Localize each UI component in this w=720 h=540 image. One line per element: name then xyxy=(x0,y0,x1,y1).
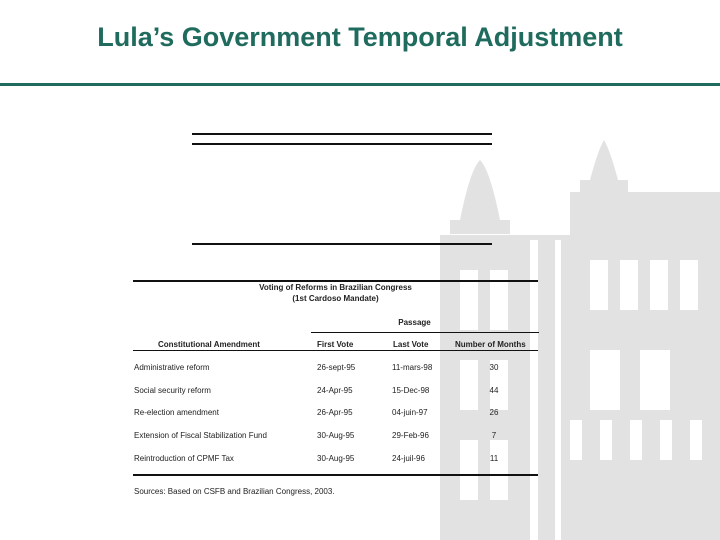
table-cell-months: 26 xyxy=(489,408,499,417)
column-header-underline xyxy=(133,350,538,351)
table-heading-line1: Voting of Reforms in Brazilian Congress xyxy=(259,283,412,292)
column-header-months: Number of Months xyxy=(455,340,526,349)
table-cell-last-vote: 24-juil-96 xyxy=(392,454,425,463)
table-cell-amendment: Reintroduction of CPMF Tax xyxy=(134,454,234,463)
table-cell-last-vote: 15-Dec-98 xyxy=(392,386,430,395)
column-header-first-vote: First Vote xyxy=(317,340,354,349)
table-cell-amendment: Administrative reform xyxy=(134,363,210,372)
header-line-1 xyxy=(192,133,492,135)
table-cell-amendment: Extension of Fiscal Stabilization Fund xyxy=(134,431,267,440)
table-cell-amendment: Social security reform xyxy=(134,386,211,395)
table-cell-first-vote: 24-Apr-95 xyxy=(317,386,353,395)
building-watermark-image xyxy=(420,70,720,540)
passage-group-header: Passage xyxy=(398,318,431,327)
table-cell-amendment: Re-election amendment xyxy=(134,408,219,417)
table-cell-last-vote: 29-Feb-96 xyxy=(392,431,429,440)
table-cell-first-vote: 30-Aug-95 xyxy=(317,454,355,463)
table-heading xyxy=(133,282,538,304)
column-header-last-vote: Last Vote xyxy=(393,340,429,349)
table-cell-first-vote: 30-Aug-95 xyxy=(317,431,355,440)
column-header-amendment: Constitutional Amendment xyxy=(158,340,260,349)
passage-underline xyxy=(311,332,539,333)
table-bottom-rule xyxy=(133,474,538,476)
table-cell-months: 7 xyxy=(491,431,497,440)
slide-title: Lula’s Government Temporal Adjustment xyxy=(97,22,623,52)
table-cell-first-vote: 26-sept-95 xyxy=(317,363,356,372)
table-cell-months: 11 xyxy=(489,454,499,463)
table-source-note: Sources: Based on CSFB and Brazilian Congress, 2003. xyxy=(134,487,335,496)
header-line-2 xyxy=(192,143,492,145)
table-heading-line2: (1st Cardoso Mandate) xyxy=(292,294,379,303)
table-cell-last-vote: 11-mars-98 xyxy=(392,363,433,372)
table-cell-months: 44 xyxy=(489,386,499,395)
table-cell-months: 30 xyxy=(489,363,499,372)
header-line-3 xyxy=(192,243,492,245)
table-cell-first-vote: 26-Apr-95 xyxy=(317,408,353,417)
table-cell-last-vote: 04-juin-97 xyxy=(392,408,428,417)
